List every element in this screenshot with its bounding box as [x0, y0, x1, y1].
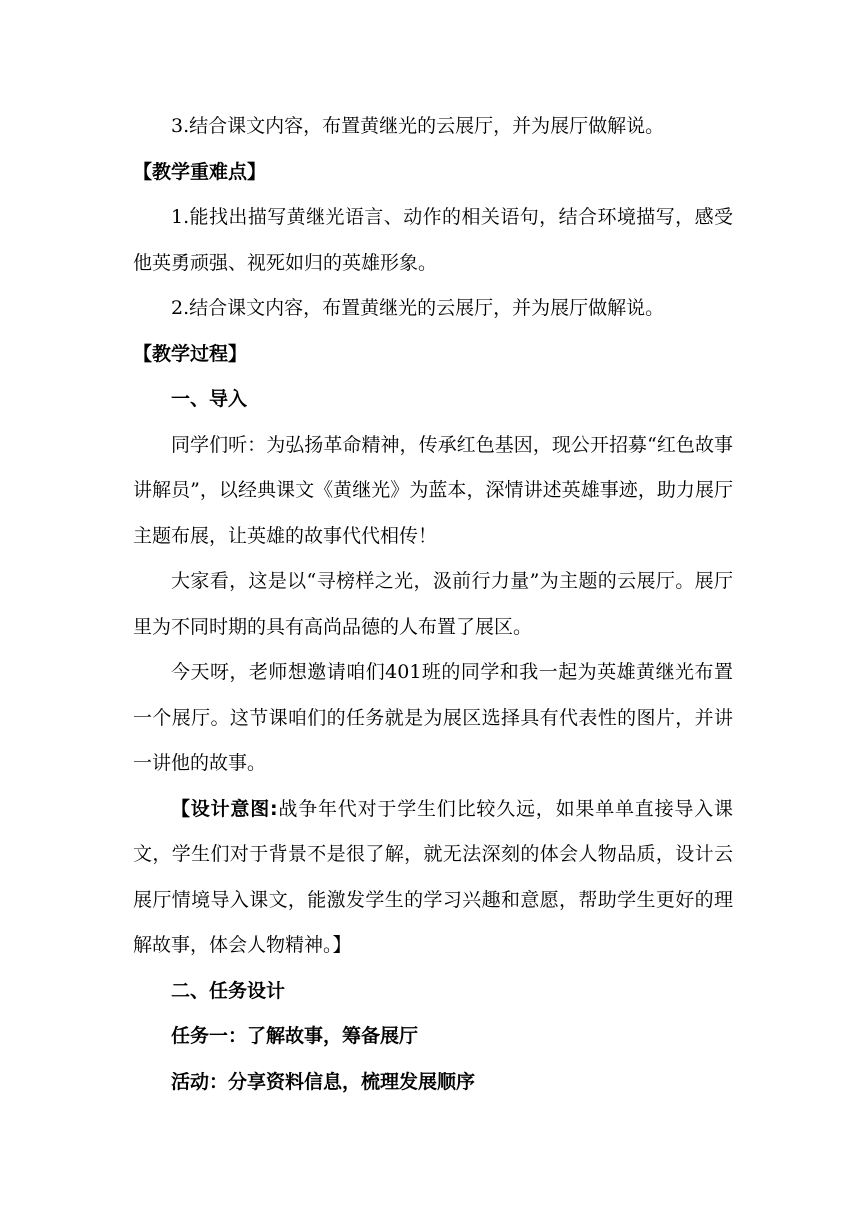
key-points-heading: 【教学重难点】 [133, 160, 267, 183]
activity-title: 活动：分享资料信息，梳理发展顺序 [171, 1070, 476, 1093]
key-point-item-2: 2.结合课文内容，布置黄继光的云展厅，并为展厅做解说。 [171, 297, 665, 319]
intro-paragraph-3: 今天呀，老师想邀请咱们401班的同学和我一起为英雄黄继光布置一个展厅。这节课咱们的任务就是为展区选择具有代表性的图片，并讲一讲他的故事。 [133, 661, 733, 774]
intro-paragraph-2: 大家看，这是以“寻榜样之光，汲前行力量”为主题的云展厅。展厅里为不同时期的具有高尚品德的人布置了展区。 [133, 570, 733, 638]
task1-title: 任务一：了解故事，筹备展厅 [171, 1025, 419, 1047]
document-body [133, 104, 733, 1105]
design-intent-paragraph [133, 787, 733, 969]
intro-paragraph-1: 同学们听：为弘扬革命精神，传承红色基因，现公开招募“红色故事讲解员”，以经典课文《黄继光》为蓝本，深情讲述英雄事迹，助力展厅主题布展，让英雄的故事代代相传！ [133, 433, 733, 547]
process-heading: 【教学过程】 [133, 342, 248, 365]
goal-item-3: 3.结合课文内容，布置黄继光的云展厅，并为展厅做解说。 [171, 115, 665, 137]
key-point-item-1: 1.能找出描写黄继光语言、动作的相关语句，结合环境描写，感受他英勇顽强、视死如归的英雄形象。 [133, 206, 733, 274]
part2-title: 二、任务设计 [171, 979, 286, 1002]
design-intent-text: 战争年代对于学生们比较久远，如果单单直接导入课文，学生们对于背景不是很了解，就无法深刻的体会人物品质，设计云展厅情境导入课文，能激发学生的学习兴趣和意愿，帮助学生更好的理解故事，体会人物精神。】 [133, 797, 733, 956]
design-intent-label: 【设计意图: [171, 797, 278, 820]
part1-title: 一、导入 [171, 388, 248, 410]
